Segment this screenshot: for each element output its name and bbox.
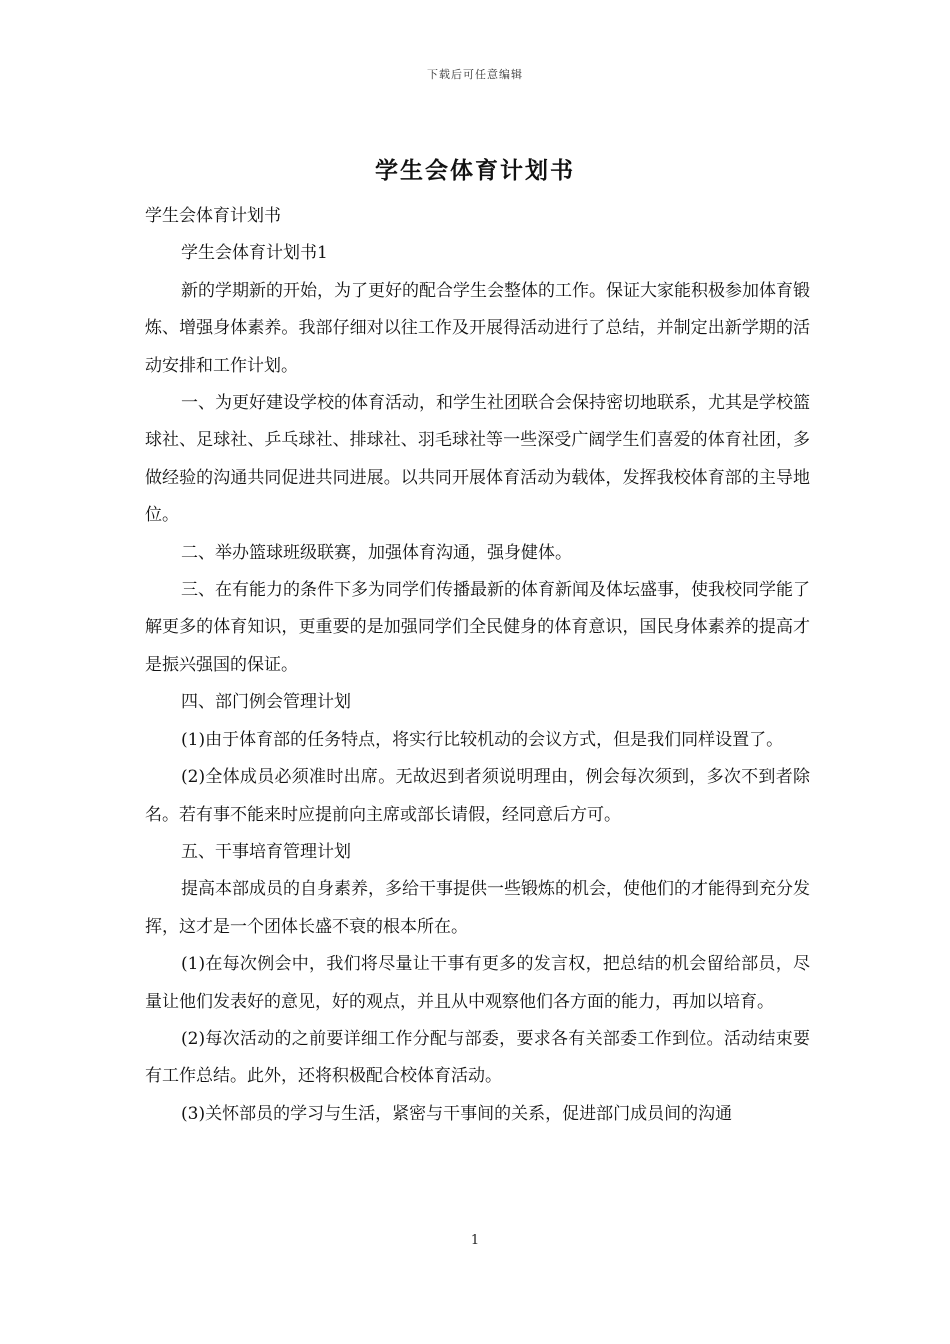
- paragraph: 学生会体育计划书1: [181, 243, 328, 264]
- paragraph: 三、在有能力的条件下多为同学们传播最新的体育新闻及体坛盛事，使我校同学能了解更多的体育知识，更重要的是加强同学们全民健身的体育意识，国民身体素养的提高才是振兴强国的保证。: [145, 580, 810, 675]
- document-body: [145, 198, 810, 1133]
- paragraph: (2)每次活动的之前要详细工作分配与部委，要求各有关部委工作到位。活动结束要有工作总结。此外，还将积极配合校体育活动。: [145, 1028, 810, 1087]
- paragraph: (1)在每次例会中，我们将尽量让干事有更多的发言权，把总结的机会留给部员，尽量让他们发表好的意见，好的观点，并且从中观察他们各方面的能力，再加以培育。: [145, 954, 810, 1012]
- paragraph: 四、部门例会管理计划: [181, 692, 351, 713]
- paragraph: 一、为更好建设学校的体育活动，和学生社团联合会保持密切地联系，尤其是学校篮球社、足球社、乒乓球社、排球社、羽毛球社等一些深受广阔学生们喜爱的体育社团，多做经验的沟通共同促进共同进展。以共同开展体育活动为载体，发挥我校体育部的主导地位。: [145, 393, 810, 526]
- paragraph: 五、干事培育管理计划: [181, 841, 351, 862]
- paragraph: (1)由于体育部的任务特点，将实行比较机动的会议方式，但是我们同样设置了。: [181, 729, 784, 750]
- paragraph: (2)全体成员必须准时出席。无故迟到者须说明理由，例会每次须到，多次不到者除名。若有事不能来时应提前向主席或部长请假，经同意后方可。: [145, 767, 810, 825]
- document-title: 学生会体育计划书: [375, 157, 575, 184]
- paragraph: 提高本部成员的自身素养，多给干事提供一些锻炼的机会，使他们的才能得到充分发挥，这才是一个团体长盛不衰的根本所在。: [145, 879, 810, 937]
- paragraph: 新的学期新的开始，为了更好的配合学生会整体的工作。保证大家能积极参加体育锻炼、增强身体素养。我部仔细对以往工作及开展得活动进行了总结，并制定出新学期的活动安排和工作计划。: [145, 280, 810, 376]
- paragraph: 二、举办篮球班级联赛，加强体育沟通，强身健体。: [181, 542, 572, 563]
- paragraph: 学生会体育计划书: [145, 206, 281, 226]
- page-number: 1: [470, 1233, 480, 1248]
- header-note: 下载后可任意编辑: [427, 68, 523, 81]
- paragraph: (3)关怀部员的学习与生活，紧密与干事间的关系，促进部门成员间的沟通: [181, 1103, 733, 1124]
